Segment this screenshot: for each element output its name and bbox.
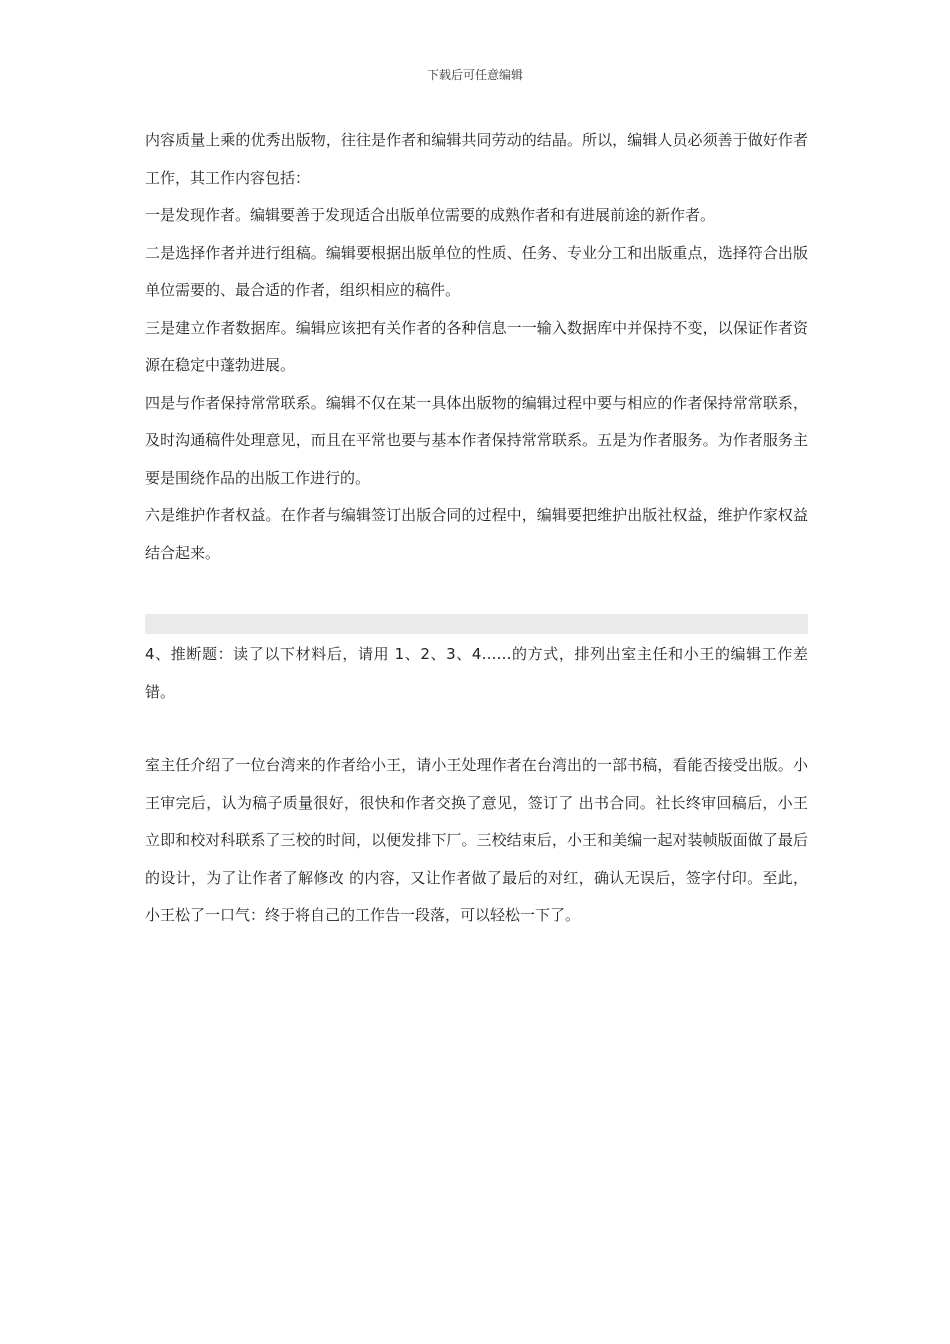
document-body bbox=[145, 122, 808, 935]
point-4-5-paragraph: 四是与作者保持常常联系。编辑不仅在某一具体出版物的编辑过程中要与相应的作者保持常常联系，及时沟通稿件处理意见，而且在平常也要与基本作者保持常常联系。五是为作者服务。为作者服务主要是围绕作品的出版工作进行的。 bbox=[145, 393, 808, 487]
case-material-paragraph: 室主任介绍了一位台湾来的作者给小王，请小王处理作者在台湾出的一部书稿，看能否接受出版。小王审完后，认为稿子质量很好，很快和作者交换了意见，签订了 出书合同。社长终审回稿后，小王立即和校对科联系了三校的时间，以便发排下厂。三校结束后，小王和美编一起对装帧版面做了最后的设计，为了让作者了解修改 的内容，又让作者做了最后的对红，确认无误后，签字付印。至此，小王松了一口气：终于将自己的工作告一段落，可以轻松一下了。 bbox=[145, 756, 808, 924]
intro-paragraph: 内容质量上乘的优秀出版物，往往是作者和编辑共同劳动的结晶。所以，编辑人员必须善于做好作者工作，其工作内容包括： bbox=[145, 131, 808, 187]
question-spacer bbox=[145, 711, 808, 747]
point-1-paragraph: 一是发现作者。编辑要善于发现适合出版单位需要的成熟作者和有进展前途的新作者。 bbox=[145, 206, 716, 224]
shaded-divider bbox=[145, 614, 808, 634]
page-header: 下载后可任意编辑 bbox=[426, 68, 523, 82]
point-3-paragraph: 三是建立作者数据库。编辑应该把有关作者的各种信息一一输入数据库中并保持不变，以保证作者资源在稳定中蓬勃进展。 bbox=[145, 318, 808, 374]
point-2-paragraph: 二是选择作者并进行组稿。编辑要根据出版单位的性质、任务、专业分工和出版重点，选择符合出版单位需要的、最合适的作者，组织相应的稿件。 bbox=[145, 243, 808, 299]
section-spacer bbox=[145, 572, 808, 614]
point-6-paragraph: 六是维护作者权益。在作者与编辑签订出版合同的过程中，编辑要把维护出版社权益，维护作家权益结合起来。 bbox=[145, 506, 808, 562]
question-4-text: 4、推断题：读了以下材料后，请用 1、2、3、4……的方式，排列出室主任和小王的编辑工作差错。 bbox=[145, 645, 808, 701]
